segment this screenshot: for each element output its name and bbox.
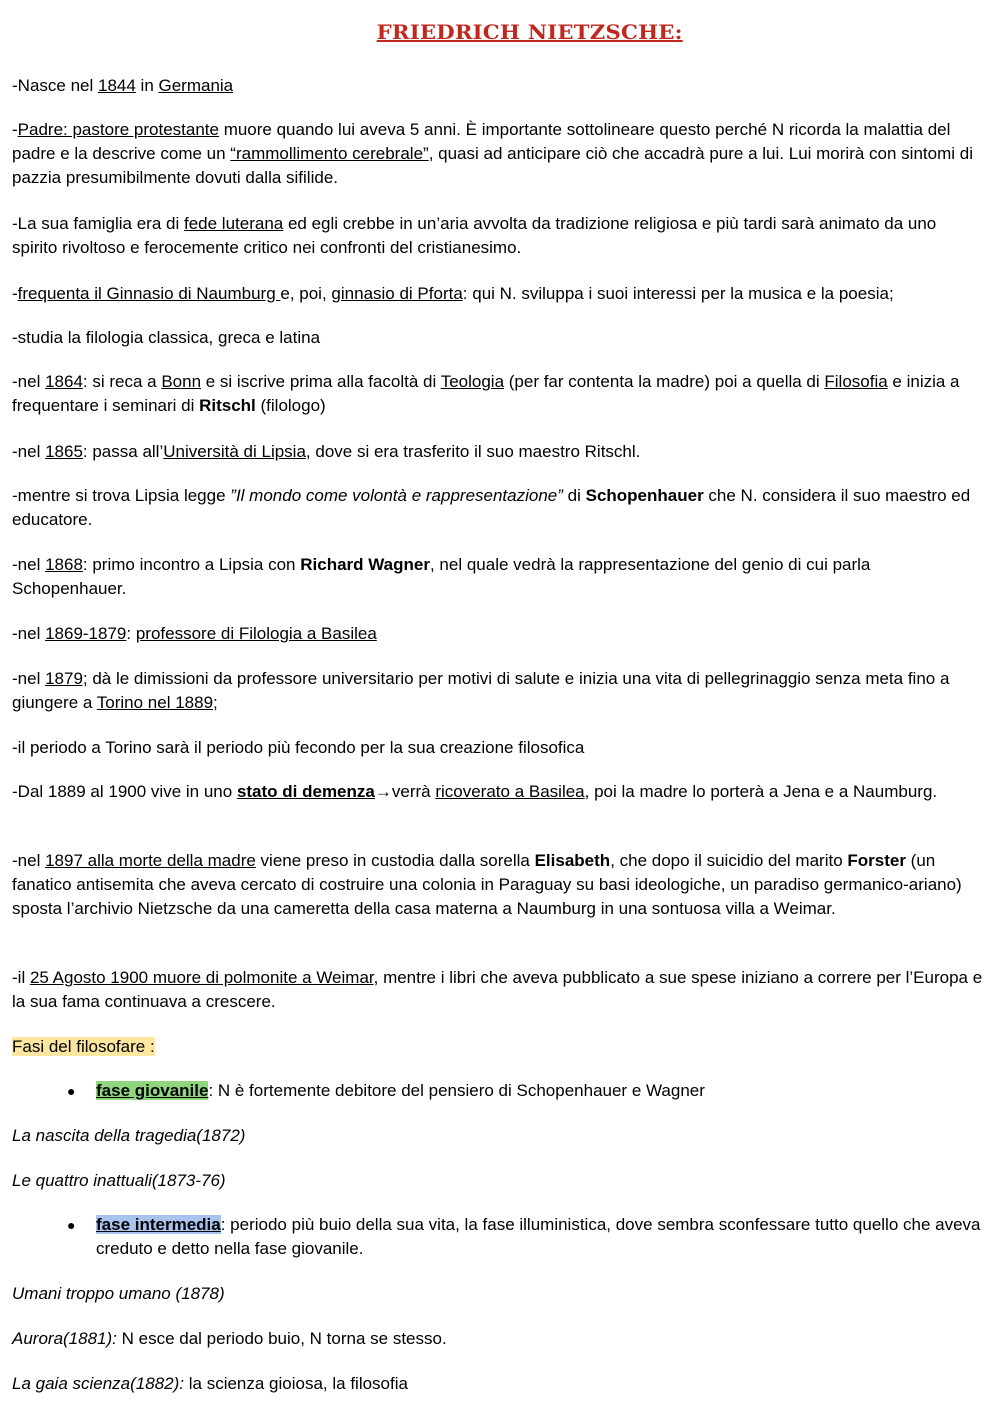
- name-schopenhauer: Schopenhauer: [585, 486, 704, 505]
- place-bonn: Bonn: [161, 372, 202, 391]
- year-1864: 1864: [45, 372, 83, 391]
- text: la scienza gioiosa, la filosofia: [184, 1374, 408, 1393]
- quote-rammollimento: “rammollimento cerebrale”: [230, 144, 429, 163]
- text: →verrà: [374, 782, 436, 801]
- text: di: [562, 486, 586, 505]
- paragraph-torino: [12, 736, 984, 760]
- paragraph-1868: [12, 553, 984, 601]
- text: : qui N. sviluppa i suoi interessi per la musica e la poesia;: [462, 284, 894, 303]
- bullet-fase-intermedia: [67, 1213, 984, 1261]
- text: :: [126, 624, 136, 643]
- text: -mentre si trova Lipsia legge: [12, 486, 231, 505]
- fase-intermedia: fase intermedia: [96, 1215, 221, 1234]
- text: N esce dal periodo buio, N torna se stesso.: [116, 1329, 447, 1348]
- text: , nel quale vedrà la rappresentazione del genio di cui parla Schopenhauer.: [12, 555, 871, 598]
- paragraph-1897: [12, 849, 984, 921]
- place-germania: Germania: [158, 76, 234, 95]
- text: -il periodo a Torino sarà il periodo più fecondo per la sua creazione filosofica: [12, 738, 585, 757]
- text: che N. considera il suo maestro ed educatore.: [12, 486, 971, 529]
- book-title: ”Il mondo come volontà e rappresentazione”: [230, 486, 563, 505]
- text: dà le dimissioni da professore universitario per motivi di salute e inizia una vita di pellegrinaggio senza meta fino a giungere a: [12, 669, 950, 712]
- aurora-title: Aurora(1881):: [12, 1329, 117, 1348]
- bullet-dot-icon: ●: [67, 1083, 76, 1099]
- text: -nel: [12, 555, 46, 574]
- faculty-teologia: Teologia: [440, 372, 505, 391]
- text: , poi la madre lo porterà a Jena e a Naumburg.: [584, 782, 938, 801]
- name-ritschl: Ritschl: [199, 396, 256, 415]
- bullet-fase-giovanile: [67, 1079, 984, 1103]
- paragraph-schopenhauer: [12, 484, 984, 532]
- paragraph-demenza: [12, 780, 984, 804]
- father-label: Padre: pastore protestante: [17, 120, 219, 139]
- year-1868: 1868: [45, 555, 83, 574]
- text: : N è fortemente debitore del pensiero di Schopenhauer e Wagner: [208, 1081, 705, 1100]
- bullet-dot-icon: ●: [67, 1217, 76, 1233]
- phases-heading-text: Fasi del filosofare :: [12, 1037, 155, 1056]
- death-date: 25 Agosto 1900 muore di polmonite a Weimar: [29, 968, 374, 987]
- work-nascita-tragedia: [12, 1124, 984, 1148]
- paragraph-birth: [12, 74, 984, 98]
- fase-giovanile: fase giovanile: [96, 1081, 209, 1100]
- text: ed egli crebbe in un’aria avvolta da tradizione religiosa e più tardi sarà animato da uno spirito rivoltoso e ferocemente critico nei confronti del cristianesimo.: [12, 214, 937, 257]
- text: , che dopo il suicidio del marito: [610, 851, 848, 870]
- text: -nel: [12, 442, 46, 461]
- text: muore quando lui aveva 5 anni. È importante sottolineare questo perché N ricorda la malattia del padre e la descrive come un: [12, 120, 951, 163]
- text: (filologo): [255, 396, 326, 415]
- paragraph-family: [12, 212, 984, 260]
- faculty-filosofia: Filosofia: [824, 372, 888, 391]
- text: , quasi ad anticipare ciò che accadrà pure a lui. Lui morirà con sintomi di pazzia presumibilmente dovuti dalla sifilide.: [12, 144, 973, 187]
- text: -: [12, 120, 18, 139]
- paragraph-philology: [12, 326, 984, 350]
- text: (un fanatico antisemita che aveva cercato di costruire una colonia in Paraguay su basi ideologiche, un paradiso germanico-ariano) sposta l’archivio Nietzsche da una cameretta della casa materna a Naumburg in una sontuosa villa a Weimar.: [12, 851, 962, 918]
- name-elisabeth: Elisabeth: [534, 851, 611, 870]
- paragraph-1865: [12, 440, 984, 464]
- paragraph-school: [12, 282, 984, 306]
- text: e inizia a frequentare i seminari di: [12, 372, 960, 415]
- morte-madre: 1897 alla morte della madre: [45, 851, 256, 870]
- year-1844: 1844: [97, 76, 136, 95]
- text: e si iscrive prima alla facoltà di: [201, 372, 441, 391]
- text: -nel: [12, 669, 46, 688]
- text: -nel: [12, 851, 46, 870]
- torino-1889: Torino nel 1889: [96, 693, 214, 712]
- page-title: FRIEDRICH NIETZSCHE:: [376, 20, 683, 44]
- paragraph-father: [12, 118, 984, 190]
- text: : passa all’: [82, 442, 164, 461]
- paragraph-1869: [12, 622, 984, 646]
- text: -Nasce nel: [12, 76, 98, 95]
- text: -il: [12, 968, 30, 987]
- ginnasio-pforta: ginnasio di Pforta: [331, 284, 463, 303]
- work-umani: [12, 1282, 984, 1306]
- name-wagner: Richard Wagner: [300, 555, 430, 574]
- text: -Dal 1889 al 1900 vive in uno: [12, 782, 237, 801]
- ginnasio-naumburg: frequenta il Ginnasio di Naumburg: [17, 284, 281, 303]
- paragraph-1879: [12, 667, 984, 715]
- text: Umani troppo umano (1878): [12, 1284, 225, 1303]
- text: (per far contenta la madre) poi a quella di: [504, 372, 825, 391]
- year-range: 1869-1879: [45, 624, 127, 643]
- gaia-scienza-title: La gaia scienza(1882):: [12, 1374, 185, 1393]
- text: viene preso in custodia dalla sorella: [255, 851, 535, 870]
- text: -studia la filologia classica, greca e latina: [12, 328, 321, 347]
- text: -La sua famiglia era di: [12, 214, 184, 233]
- text: La nascita della tragedia(1872): [12, 1126, 246, 1145]
- text: ;: [213, 693, 218, 712]
- paragraph-1864: [12, 370, 984, 418]
- text: e, poi,: [280, 284, 332, 303]
- year-1865: 1865: [45, 442, 83, 461]
- year-1879: 1879;: [45, 669, 88, 688]
- text: -nel: [12, 372, 46, 391]
- universita-lipsia: Università di Lipsia: [163, 442, 306, 461]
- text: -nel: [12, 624, 46, 643]
- work-aurora: [12, 1327, 984, 1351]
- name-forster: Forster: [847, 851, 906, 870]
- paragraph-death: [12, 966, 984, 1014]
- professore-basilea: professore di Filologia a Basilea: [135, 624, 377, 643]
- fede-luterana: fede luterana: [183, 214, 284, 233]
- work-quattro-inattuali: [12, 1169, 984, 1193]
- text: Le quattro inattuali(1873-76): [12, 1171, 226, 1190]
- text: , mentre i libri che aveva pubblicato a sue spese iniziano a correre per l’Europa e la sua fama continuava a crescere.: [12, 968, 983, 1011]
- ricoverato-basilea: ricoverato a Basilea: [435, 782, 585, 801]
- text: , dove si era trasferito il suo maestro Ritschl.: [305, 442, 641, 461]
- text: : primo incontro a Lipsia con: [82, 555, 301, 574]
- text: : periodo più buio della sua vita, la fase illuministica, dove sembra sconfessare tutto quello che aveva creduto e detto nella fase giovanile.: [96, 1215, 981, 1258]
- work-gaia-scienza: [12, 1372, 984, 1396]
- text: : si reca a: [82, 372, 162, 391]
- stato-demenza: stato di demenza: [236, 782, 375, 801]
- text: in: [135, 76, 159, 95]
- phases-heading: [12, 1035, 984, 1059]
- text: -: [12, 284, 18, 303]
